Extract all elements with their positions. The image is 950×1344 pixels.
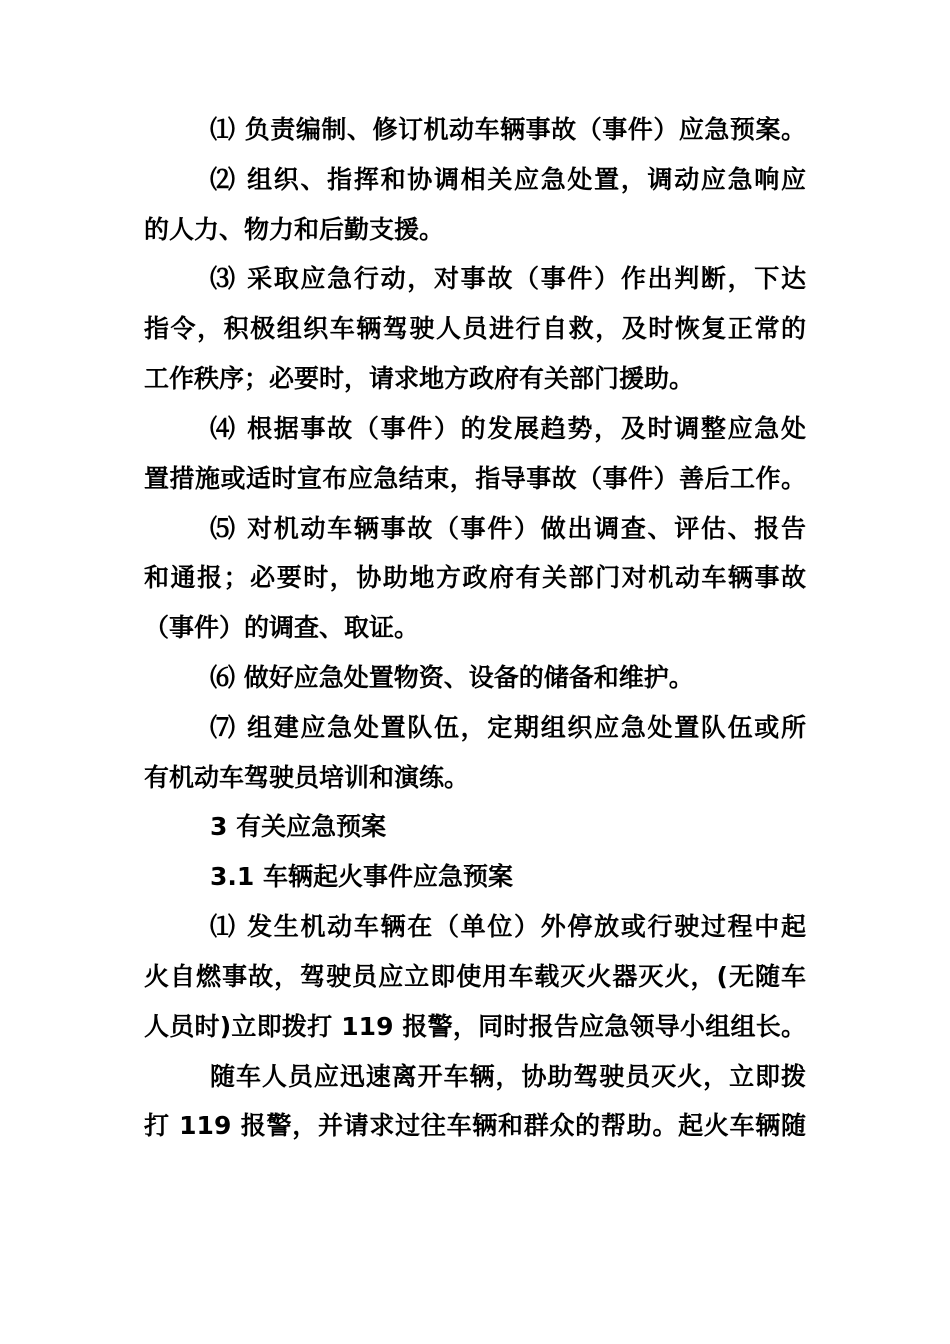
paragraph-1-line-3: 人员时)立即拨打 119 报警，同时报告应急领导小组组长。 (144, 1012, 806, 1041)
section-heading: 3 有关应急预案 (210, 812, 387, 841)
list-item-4-line-2: 置措施或适时宣布应急结束，指导事故（事件）善后工作。 (144, 464, 806, 493)
list-item-5-line-2: 和通报；必要时，协助地方政府有关部门对机动车辆事故 (144, 563, 806, 592)
list-item-3-line-3: 工作秩序；必要时，请求地方政府有关部门援助。 (144, 364, 695, 393)
list-item-5-line-1: ⑸ 对机动车辆事故（事件）做出调查、评估、报告 (210, 514, 806, 543)
list-item-1-line-1: ⑴ 负责编制、修订机动车辆事故（事件）应急预案。 (210, 115, 806, 144)
list-item-7-line-1: ⑺ 组建应急处置队伍，定期组织应急处置队伍或所 (210, 713, 806, 742)
list-item-5-line-3: （事件）的调查、取证。 (144, 613, 420, 642)
subsection-heading: 3.1 车辆起火事件应急预案 (210, 862, 513, 891)
list-item-2-line-1: ⑵ 组织、指挥和协调相关应急处置，调动应急响应 (210, 165, 806, 194)
paragraph-2-line-2: 打 119 报警，并请求过往车辆和群众的帮助。起火车辆随 (144, 1111, 806, 1140)
paragraph-2-line-1: 随车人员应迅速离开车辆，协助驾驶员灭火，立即拨 (210, 1062, 806, 1091)
list-item-3-line-1: ⑶ 采取应急行动，对事故（事件）作出判断，下达 (210, 264, 806, 293)
list-item-6-line-1: ⑹ 做好应急处置物资、设备的储备和维护。 (210, 663, 694, 692)
list-item-3-line-2: 指令，积极组织车辆驾驶人员进行自救，及时恢复正常的 (144, 314, 806, 343)
list-item-7-line-2: 有机动车驾驶员培训和演练。 (144, 763, 470, 792)
list-item-4-line-1: ⑷ 根据事故（事件）的发展趋势，及时调整应急处 (210, 414, 806, 443)
list-item-2-line-2: 的人力、物力和后勤支援。 (144, 215, 445, 244)
paragraph-1-line-2: 火自燃事故，驾驶员应立即使用车载灭火器灭火，(无随车 (144, 962, 806, 991)
paragraph-1-line-1: ⑴ 发生机动车辆在（单位）外停放或行驶过程中起 (210, 912, 806, 941)
